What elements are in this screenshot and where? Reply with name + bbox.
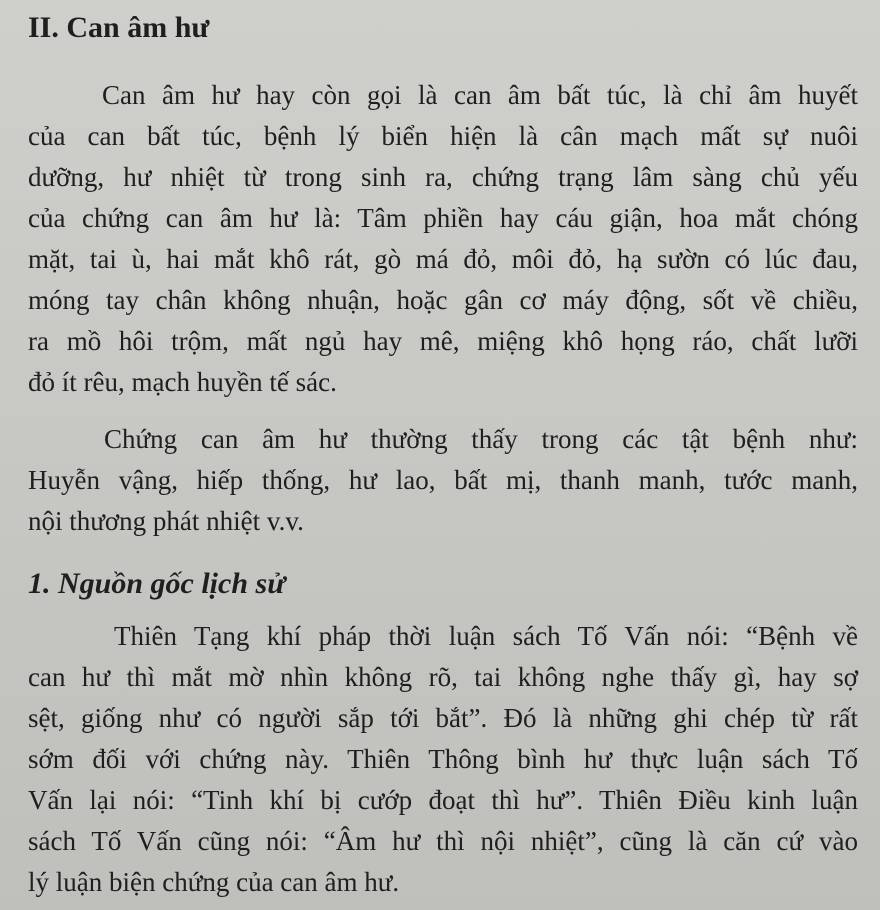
paragraph-line: nội thương phát nhiệt v.v. (28, 506, 304, 536)
paragraph-line: Can âm hư hay còn gọi là can âm bất túc, là chỉ âm huyết (102, 80, 858, 110)
paragraph-line: của chứng can âm hư là: Tâm phiền hay cáu giận, hoa mắt chóng (28, 203, 858, 233)
section-heading: II. Can âm hư (28, 11, 210, 44)
paragraph-line: ra mồ hôi trộm, mất ngủ hay mê, miệng khô họng ráo, chất lưỡi (28, 326, 858, 356)
paragraph-line: Chứng can âm hư thường thấy trong các tật bệnh như: (104, 424, 858, 454)
paragraph-line: Huyễn vậng, hiếp thống, hư lao, bất mị, thanh manh, tước manh, (28, 465, 858, 495)
paragraph-line: Thiên Tạng khí pháp thời luận sách Tố Vấn nói: “Bệnh về (114, 621, 858, 651)
paragraph-line: đỏ ít rêu, mạch huyền tế sác. (28, 367, 337, 397)
paragraph-line: của can bất túc, bệnh lý biển hiện là cân mạch mất sự nuôi (28, 121, 858, 151)
paragraph-line: sách Tố Vấn cũng nói: “Âm hư thì nội nhiệt”, cũng là căn cứ vào (28, 826, 858, 856)
paragraph-line: sệt, giống như có người sắp tới bắt”. Đó là những ghi chép từ rất (28, 703, 858, 733)
paragraph-line: mặt, tai ù, hai mắt khô rát, gò má đỏ, môi đỏ, hạ sườn có lúc đau, (28, 244, 858, 274)
paragraph-line: móng tay chân không nhuận, hoặc gân cơ máy động, sốt về chiều, (28, 285, 858, 315)
paragraph-line: lý luận biện chứng của can âm hư. (28, 867, 400, 897)
paragraph-line: can hư thì mắt mờ nhìn không rõ, tai không nghe thấy gì, hay sợ (28, 662, 858, 692)
paragraph-line: sớm đối với chứng này. Thiên Thông bình hư thực luận sách Tố (28, 744, 858, 774)
subsection-heading: 1. Nguồn gốc lịch sử (28, 567, 286, 600)
paragraph-line: Vấn lại nói: “Tinh khí bị cướp đoạt thì hư”. Thiên Điều kinh luận (28, 785, 858, 815)
paragraph-line: dưỡng, hư nhiệt từ trong sinh ra, chứng trạng lâm sàng chủ yếu (28, 162, 858, 192)
